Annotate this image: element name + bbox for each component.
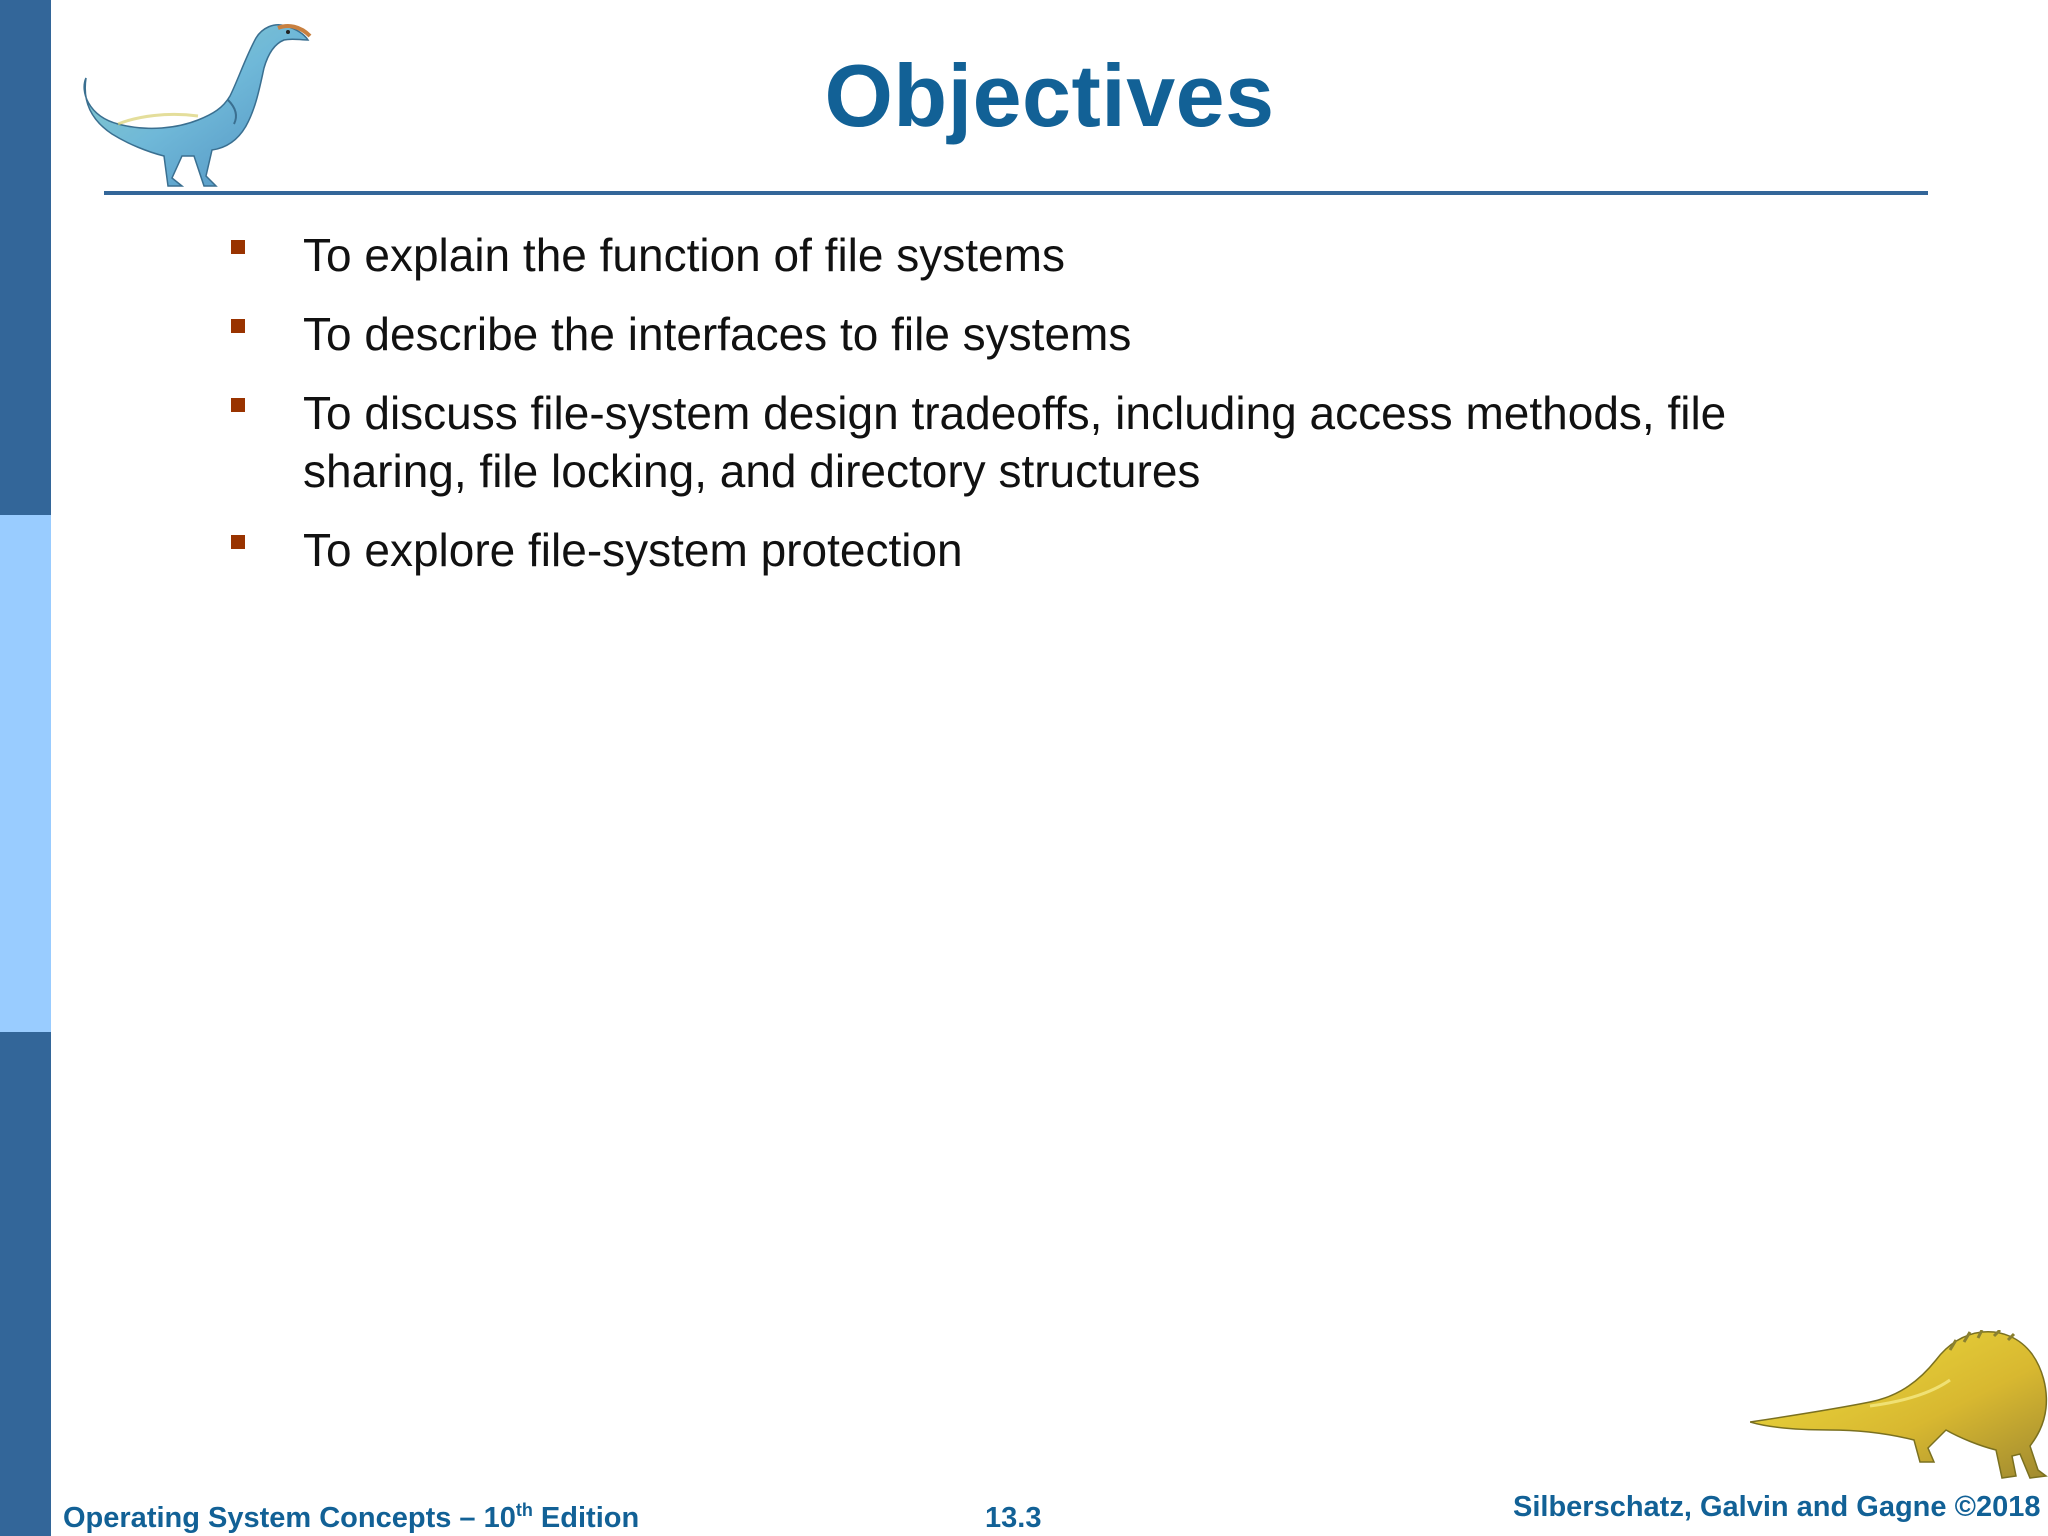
list-item [228, 521, 1828, 579]
bullet-square-icon [231, 398, 245, 412]
bullet-square-icon [231, 240, 245, 254]
sidebar-band-middle [0, 515, 51, 1032]
bullet-text: To discuss file-system design tradeoffs, including access methods, file sharing, file locking, and directory structures [303, 387, 1727, 497]
list-item [228, 384, 1828, 500]
footer-book-sup: th [515, 1500, 533, 1520]
footer-book-title [63, 1500, 639, 1536]
bullet-text: To explain the function of file systems [303, 229, 1065, 281]
sidebar-band-top [0, 0, 51, 515]
footer-book-prefix: Operating System Concepts – 10 [63, 1502, 516, 1534]
objectives-list [228, 226, 1828, 600]
bullet-square-icon [231, 535, 245, 549]
dinosaur-bottom-icon [1750, 1330, 2048, 1488]
footer-page-number: 13.3 [985, 1502, 1042, 1534]
bullet-square-icon [231, 319, 245, 333]
list-item [228, 226, 1828, 284]
slide-title: Objectives [824, 46, 1275, 145]
footer-book-suffix: Edition [532, 1502, 640, 1534]
list-item [228, 305, 1828, 363]
bullet-text: To describe the interfaces to file systems [303, 308, 1132, 360]
bullet-text: To explore file-system protection [303, 524, 963, 576]
footer-copyright: Silberschatz, Galvin and Gagne ©2018 [1513, 1491, 2041, 1523]
title-divider [104, 191, 1928, 195]
sidebar-band-bottom [0, 1032, 51, 1536]
